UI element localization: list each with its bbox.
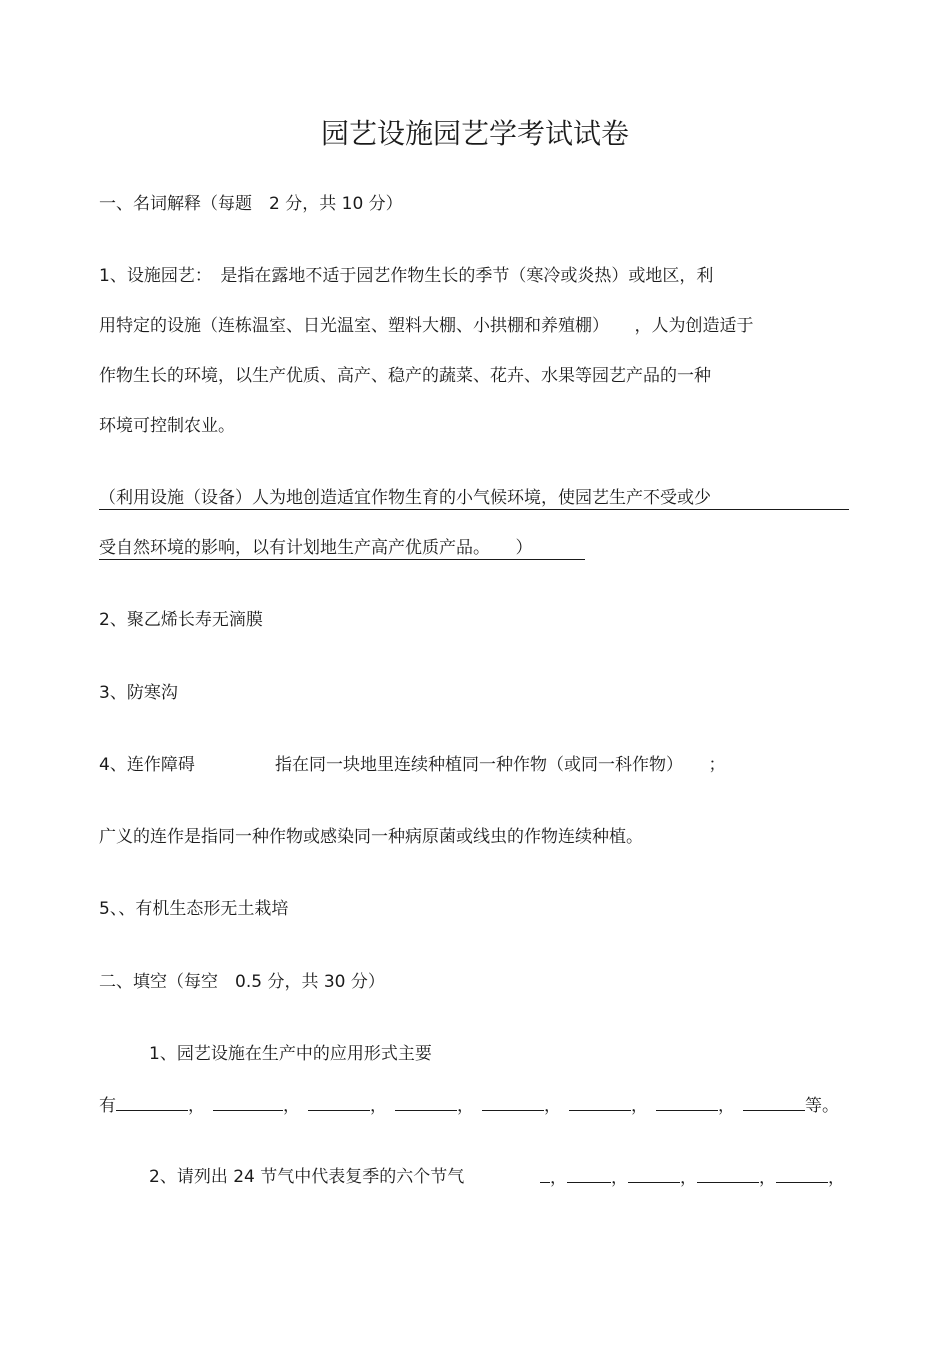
answer-blank[interactable] <box>213 1094 283 1111</box>
answer-blank[interactable] <box>656 1094 718 1111</box>
q1-definition-line-2: 用特定的设施（连栋温室、日光温室、塑料大棚、小拱棚和养殖棚） ，人为创造适于 <box>99 316 754 336</box>
blank-separator: ， <box>188 1096 205 1116</box>
fill-q1-prefix: 有 <box>99 1096 116 1116</box>
blank-separator: ， <box>283 1096 300 1116</box>
q4-definition-line-2: 广义的连作是指同一种作物或感染同一种病原菌或线虫的作物连续种植。 <box>99 827 643 847</box>
blank-separator: ， <box>544 1096 561 1116</box>
q1-definition-line-3: 作物生长的环境，以生产优质、高产、稳产的蔬菜、花卉、水果等园艺产品的一种 <box>99 366 711 386</box>
answer-blank[interactable] <box>628 1166 680 1183</box>
answer-blank[interactable] <box>116 1094 188 1111</box>
q3-term: 3、防寒沟 <box>99 683 178 703</box>
blank-separator: ， <box>718 1096 735 1116</box>
fill-q2-answer-row <box>540 1166 845 1189</box>
q1-note-line-2: 受自然环境的影响，以有计划地生产高产优质产品。 ） <box>99 537 585 560</box>
fill-q1-suffix: 等。 <box>805 1096 839 1116</box>
q4-term: 4、连作障碍 <box>99 755 195 775</box>
blank-separator: ， <box>631 1096 648 1116</box>
fill-q1-prompt: 1、园艺设施在生产中的应用形式主要 <box>149 1044 432 1064</box>
answer-blank[interactable] <box>308 1094 370 1111</box>
blank-separator: ， <box>680 1168 697 1188</box>
q5-term: 5、、有机生态形无土栽培 <box>99 899 289 919</box>
blank-separator: ， <box>828 1168 845 1188</box>
answer-blank[interactable] <box>395 1094 457 1111</box>
answer-blank[interactable] <box>776 1166 828 1183</box>
fill-q1-answer-row <box>99 1094 839 1117</box>
answer-blank[interactable] <box>697 1166 759 1183</box>
answer-blank[interactable] <box>569 1094 631 1111</box>
q2-term: 2、聚乙烯长寿无滴膜 <box>99 610 263 630</box>
answer-blank[interactable] <box>743 1094 805 1111</box>
q4-definition: 指在同一块地里连续种植同一种作物（或同一科作物） ； <box>275 755 726 775</box>
page-title: 园艺设施园艺学考试试卷 <box>320 117 629 150</box>
section-1-heading: 一、名词解释（每题 2 分，共 10 分） <box>99 194 403 214</box>
q1-definition-line-4: 环境可控制农业。 <box>99 416 235 436</box>
q1-note-line-1: （利用设施（设备）人为地创造适宜作物生育的小气候环境，使园艺生产不受或少 <box>99 487 849 510</box>
blank-separator: ， <box>457 1096 474 1116</box>
blank-separator: ， <box>611 1168 628 1188</box>
q1-definition-line-1: 1、设施园艺： 是指在露地不适于园艺作物生长的季节（寒冷或炎热）或地区，利 <box>99 266 714 286</box>
section-2-heading: 二、填空（每空 0.5 分，共 30 分） <box>99 972 385 992</box>
fill-q2-prompt: 2、请列出 24 节气中代表复季的六个节气 <box>149 1167 465 1187</box>
answer-blank[interactable] <box>482 1094 544 1111</box>
blank-separator: ， <box>550 1168 567 1188</box>
blank-separator: ， <box>759 1168 776 1188</box>
blank-separator: ， <box>370 1096 387 1116</box>
answer-blank[interactable] <box>540 1166 550 1183</box>
answer-blank[interactable] <box>567 1166 611 1183</box>
